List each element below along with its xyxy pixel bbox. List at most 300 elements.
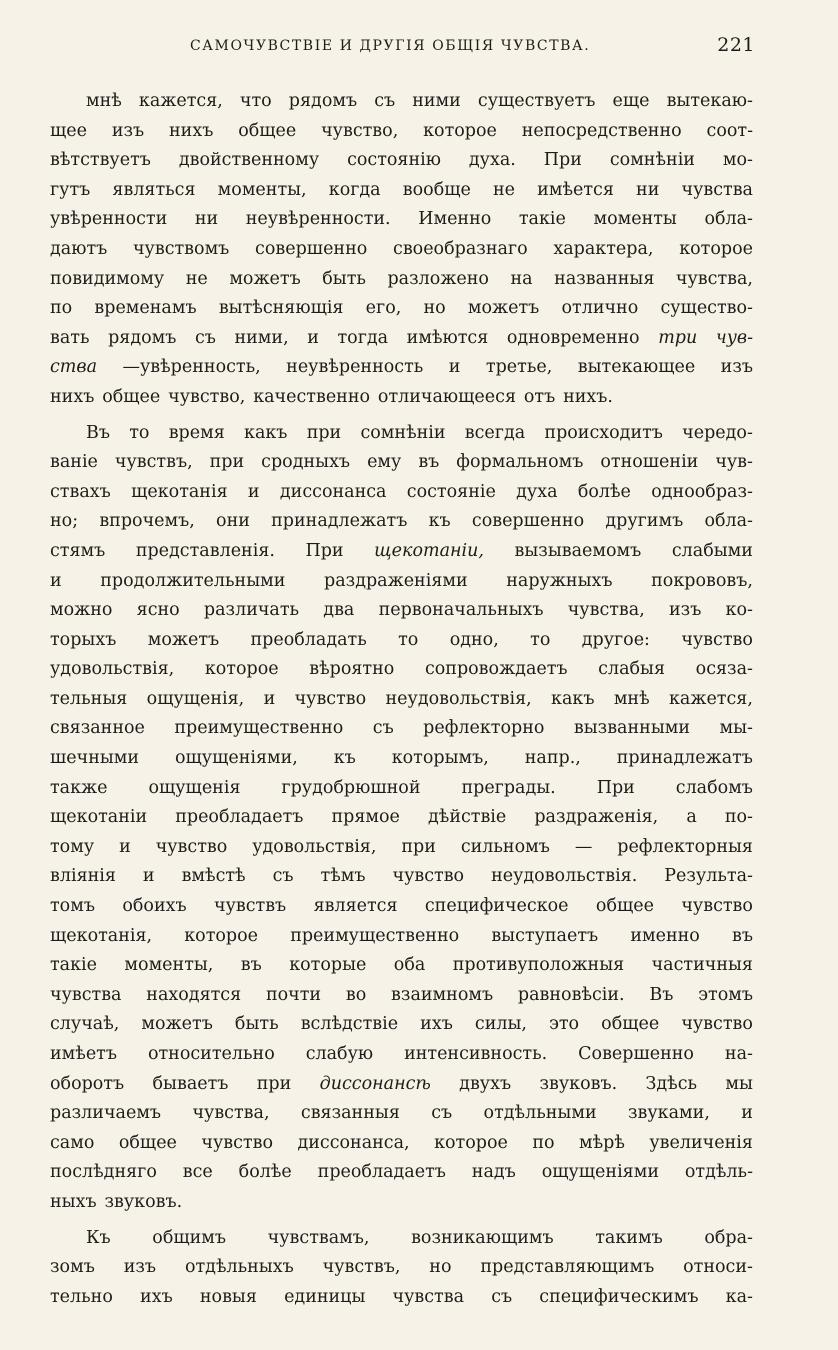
text-line <box>50 744 753 774</box>
word: и <box>448 357 461 378</box>
word: чувствамъ, <box>267 1227 370 1248</box>
word: сопровождаетъ <box>424 659 568 680</box>
text-line <box>50 419 753 449</box>
word: чувство <box>392 866 465 887</box>
text-line <box>50 1010 753 1040</box>
word: чувствъ, <box>322 1257 401 1278</box>
word: чувствъ, <box>114 452 193 473</box>
word: отдѣльныхъ <box>184 1257 294 1278</box>
word: неувѣренность <box>286 357 424 378</box>
word: болѣе <box>577 481 631 502</box>
word: бываетъ <box>152 1073 229 1094</box>
word: по- <box>724 807 753 828</box>
word: моменты <box>593 209 677 230</box>
word: можетъ <box>229 268 301 289</box>
word: но <box>429 1257 452 1278</box>
word: не <box>185 268 208 289</box>
word: которое <box>184 925 259 946</box>
word: а <box>686 807 697 828</box>
text-line <box>50 655 753 685</box>
word: преобладаетъ <box>175 807 304 828</box>
word: увеличенія <box>649 1132 753 1153</box>
word: чувство <box>201 1132 273 1153</box>
word: чувство <box>155 836 228 857</box>
word: по <box>532 1132 555 1153</box>
word: первоначальныхъ <box>378 600 544 621</box>
word: кажется, <box>138 91 223 111</box>
word: время <box>168 422 225 443</box>
word: вѣтствуетъ <box>50 150 151 171</box>
word: ни <box>194 209 219 230</box>
word: чувство, <box>168 386 246 407</box>
word: къ <box>333 748 356 769</box>
word: продолжительными <box>100 570 286 591</box>
word: щее <box>50 120 87 141</box>
word: вмѣстѣ <box>181 866 246 887</box>
word: щекотанія, <box>50 925 153 946</box>
word: чувствомъ <box>132 238 230 259</box>
word: съ <box>374 91 396 111</box>
word: При <box>543 150 582 171</box>
running-head <box>50 34 755 58</box>
word: временамъ <box>94 298 197 319</box>
word: относительно <box>147 1044 275 1064</box>
text-line <box>50 774 753 804</box>
word: тельныя <box>50 688 128 709</box>
word: торыхъ <box>50 629 117 650</box>
word: при <box>401 836 436 857</box>
word: звуковъ. <box>104 1191 183 1212</box>
word: надъ <box>471 1162 516 1183</box>
word: мнѣ <box>86 91 122 111</box>
word: при <box>209 452 245 473</box>
word: но; <box>50 511 79 532</box>
word: выступаетъ <box>491 925 599 946</box>
word: обра- <box>704 1227 753 1248</box>
word: и <box>50 570 62 591</box>
word: мы- <box>719 718 753 739</box>
word: связанныя <box>300 1103 400 1124</box>
word: нихъ <box>50 386 95 407</box>
word: само <box>50 1132 95 1153</box>
word: связанное <box>50 718 145 739</box>
text-line <box>50 448 753 478</box>
word: соот- <box>706 120 753 141</box>
word: чувства <box>50 984 122 1005</box>
word: быть <box>322 268 366 289</box>
word: чувство <box>681 1014 753 1035</box>
word: изъ <box>668 600 702 621</box>
word: зомъ <box>50 1257 95 1278</box>
word: но <box>423 298 446 319</box>
text-line <box>50 265 753 295</box>
word: третье, <box>485 357 553 378</box>
word: съ <box>372 718 394 739</box>
word: они <box>216 511 250 532</box>
word: вѣроятно <box>309 659 395 680</box>
word: неудовольствія, <box>385 688 532 709</box>
word: имѣетъ <box>50 1044 118 1064</box>
word: общее <box>601 1014 660 1035</box>
text-line <box>50 714 753 744</box>
word: непосредственно <box>521 120 682 141</box>
word: и <box>307 327 319 348</box>
word: характера, <box>553 238 654 259</box>
word: и <box>741 1103 753 1124</box>
text-line <box>50 1188 753 1218</box>
word: возникающимъ <box>411 1227 554 1248</box>
page-number: 221 <box>717 34 755 56</box>
text-line <box>50 537 753 567</box>
word: этомъ <box>698 984 753 1005</box>
word: повидимому <box>50 268 165 289</box>
word: наружныхъ <box>506 570 613 591</box>
word: изъ <box>720 357 753 378</box>
word: которое <box>679 238 753 259</box>
text-line <box>50 1070 753 1100</box>
word: кажется, <box>668 688 753 709</box>
word: можетъ <box>141 1014 213 1035</box>
word: Именно <box>418 209 492 230</box>
word: обла- <box>704 209 753 230</box>
word: чувство <box>681 896 753 917</box>
word: общее <box>595 896 654 917</box>
word: чувства, <box>675 268 753 289</box>
word: состоянію <box>347 150 441 171</box>
word: вызываемомъ <box>514 540 642 561</box>
word: покрововъ, <box>651 570 753 591</box>
word: ни <box>636 179 660 200</box>
text-line <box>50 117 753 147</box>
word: другимъ <box>605 511 684 532</box>
word: ощущенія <box>148 777 241 798</box>
word: рядомъ <box>108 327 177 348</box>
word: ка- <box>725 1286 753 1307</box>
word: при <box>306 422 342 443</box>
word: ствахъ <box>50 481 111 502</box>
word: еще <box>612 91 650 111</box>
word: ихъ <box>420 1014 453 1035</box>
text-line <box>50 1283 753 1313</box>
word: на- <box>724 1044 753 1064</box>
word: различать <box>203 600 300 621</box>
word: вытекающее <box>577 357 696 378</box>
word: противуположныя <box>452 955 625 976</box>
word: имѣются <box>406 327 489 348</box>
word: напр., <box>524 748 581 769</box>
word: можетъ <box>147 629 220 650</box>
word: щекотаніи <box>50 807 148 828</box>
word: является <box>313 896 398 917</box>
word: тѣмъ <box>320 866 366 887</box>
word: Здѣсь <box>645 1073 698 1094</box>
word: во <box>345 984 367 1005</box>
word: диссонанса, <box>297 1132 410 1153</box>
word: слабыя <box>598 659 666 680</box>
word: принадлежатъ <box>271 511 408 532</box>
text-line <box>50 235 753 265</box>
word: двухъ <box>459 1073 512 1094</box>
text-line <box>50 176 753 206</box>
word: раздраженіями <box>324 570 468 591</box>
word: диссонанса <box>279 481 387 502</box>
word: вообще <box>402 179 471 200</box>
word: ныхъ <box>50 1191 97 1212</box>
word: рядомъ <box>288 91 358 111</box>
word: то <box>398 629 419 650</box>
word: случаѣ, <box>50 1014 120 1035</box>
word: отношеніи <box>600 452 699 473</box>
word: впрочемъ, <box>99 511 195 532</box>
word: одно, <box>449 629 499 650</box>
word: силы, <box>474 1014 527 1035</box>
word: чувства, <box>567 600 645 621</box>
word: чувства <box>681 179 753 200</box>
word: специфическимъ <box>539 1286 699 1307</box>
word: слабую <box>305 1044 374 1064</box>
word: которое <box>204 659 279 680</box>
word: являться <box>112 179 196 200</box>
running-title: САМОЧУВСТВІЕ И ДРУГІЯ ОБЩІЯ ЧУВСТВА. <box>190 38 591 54</box>
word: томъ <box>50 896 95 917</box>
word: разложено <box>387 268 489 289</box>
text-line <box>50 205 753 235</box>
text-line <box>50 1253 753 1283</box>
word: преобладаетъ <box>317 1162 446 1183</box>
text-line <box>50 1158 753 1188</box>
word: находятся <box>146 984 242 1005</box>
word: послѣдняго <box>50 1162 157 1183</box>
word: и <box>119 836 131 857</box>
word: съ <box>194 327 216 348</box>
text-line <box>50 87 753 117</box>
word: ихъ <box>140 1286 173 1307</box>
italic-word: щекотаніи, <box>374 540 484 561</box>
word: мы <box>725 1073 753 1094</box>
word: изъ <box>123 1257 157 1278</box>
word: быть <box>234 1014 279 1035</box>
word: сродныхъ <box>261 452 351 473</box>
text-line <box>50 833 753 863</box>
word: можно <box>50 600 113 621</box>
word: чередо- <box>682 422 753 443</box>
word: — <box>574 836 593 857</box>
word: единицы <box>284 1286 366 1307</box>
word: сильномъ <box>460 836 550 857</box>
text-line <box>50 981 753 1011</box>
word: общее <box>238 120 297 141</box>
word: звуковъ. <box>539 1073 618 1094</box>
word: общее <box>102 386 161 407</box>
text-line <box>50 626 753 656</box>
word: мнѣ <box>613 688 650 709</box>
word: своеобразнаго <box>393 238 528 259</box>
word: ему <box>367 452 402 473</box>
text-line <box>50 383 753 413</box>
word: въ <box>418 452 440 473</box>
word: слабыми <box>671 540 753 561</box>
text-line <box>50 353 753 383</box>
word: звуками, <box>627 1103 710 1124</box>
word: слабомъ <box>675 777 753 798</box>
word: ощущеніями, <box>174 748 298 769</box>
text-line <box>50 685 753 715</box>
italic-word: чув- <box>715 327 753 348</box>
word: духа. <box>468 150 516 171</box>
word: рефлекторныя <box>617 836 753 857</box>
word: вслѣдствіе <box>300 1014 399 1035</box>
word: и <box>142 866 155 887</box>
word: тельно <box>50 1286 113 1307</box>
word: состояніе <box>406 481 496 502</box>
word: равновѣсіи. <box>517 984 625 1005</box>
word: такіе <box>518 209 566 230</box>
word: которое <box>434 1132 508 1153</box>
word: которымъ, <box>391 748 489 769</box>
word: обла- <box>704 511 753 532</box>
word: его, <box>365 298 402 319</box>
word: преграды. <box>461 777 556 798</box>
word: интенсивность. <box>404 1044 548 1064</box>
word: моменты, <box>124 955 214 976</box>
word: одновременно <box>506 327 640 348</box>
word: по <box>50 298 73 319</box>
text-line <box>50 1224 753 1254</box>
text-line <box>50 596 753 626</box>
word: совершенно <box>255 238 368 259</box>
word: шечными <box>50 748 140 769</box>
word: ними <box>412 91 461 111</box>
word: въ <box>240 955 262 976</box>
word: съ <box>491 1286 513 1307</box>
word: преобладать <box>250 629 367 650</box>
word: всегда <box>464 422 526 443</box>
word: и <box>247 481 260 502</box>
word: также <box>50 777 108 798</box>
word: ощущеніями <box>541 1162 659 1183</box>
word: нихъ <box>169 120 214 141</box>
word: —увѣренность, <box>122 357 261 378</box>
word: принадлежатъ <box>616 748 753 769</box>
word: рефлекторно <box>423 718 545 739</box>
text-line <box>50 294 753 324</box>
word: Къ <box>86 1227 111 1248</box>
text-line <box>50 803 753 833</box>
word: съ <box>272 866 294 887</box>
word: имѣется <box>537 179 614 200</box>
text-line <box>50 146 753 176</box>
word: удовольствія, <box>252 836 377 857</box>
word: сомнѣніи <box>609 150 695 171</box>
word: которые <box>289 955 367 976</box>
word: названныя <box>554 268 655 289</box>
word: увѣренности <box>50 209 168 230</box>
word: прямое <box>331 807 400 828</box>
word: можетъ <box>467 298 540 319</box>
word: гутъ <box>50 179 91 200</box>
word: отдѣльными <box>483 1103 597 1124</box>
word: вытѣсняющія <box>218 298 344 319</box>
word: обоихъ <box>122 896 187 917</box>
word: чувство <box>294 688 367 709</box>
word: относи- <box>683 1257 753 1278</box>
word: которое <box>423 120 497 141</box>
word: совершенно <box>471 511 585 532</box>
word: удовольствія, <box>50 659 175 680</box>
italic-word: диссонансѣ <box>319 1073 431 1094</box>
italic-word: ства <box>50 357 98 378</box>
word: ко- <box>725 600 753 621</box>
word: ними, <box>234 327 289 348</box>
word: преимущественно <box>290 925 460 946</box>
word: духа <box>516 481 558 502</box>
word: формальномъ <box>456 452 584 473</box>
text-line <box>50 507 753 537</box>
word: общее <box>118 1132 177 1153</box>
word: представляющимъ <box>480 1257 655 1278</box>
word: ваніе <box>50 452 98 473</box>
word: осяза- <box>695 659 753 680</box>
word: чувства, <box>192 1103 270 1124</box>
word: качественно <box>253 386 371 407</box>
text-line <box>50 892 753 922</box>
word: когда <box>328 179 381 200</box>
word: общимъ <box>152 1227 227 1248</box>
word: оба <box>393 955 426 976</box>
word: стямъ <box>50 540 106 561</box>
word: неудовольствія. <box>491 866 638 887</box>
word: чувство <box>681 629 753 650</box>
word: то <box>530 629 551 650</box>
word: вызванными <box>573 718 691 739</box>
paragraph <box>50 419 753 1218</box>
word: оборотъ <box>50 1073 125 1094</box>
word: происходитъ <box>544 422 663 443</box>
word: то <box>129 422 150 443</box>
word: ощущенія, <box>146 688 245 709</box>
word: грудобрюшной <box>281 777 421 798</box>
word: это <box>549 1014 580 1035</box>
word: существуетъ <box>477 91 596 111</box>
word: вать <box>50 327 90 348</box>
word: Въ <box>86 422 110 443</box>
word: при <box>256 1073 292 1094</box>
word: отъ <box>523 386 556 407</box>
body-text <box>50 87 753 1312</box>
word: мѣрѣ <box>579 1132 625 1153</box>
text-line <box>50 1129 753 1159</box>
text-line <box>50 1099 753 1129</box>
word: моменты, <box>217 179 307 200</box>
text-line <box>50 862 753 892</box>
word: тому <box>50 836 95 857</box>
word: сомнѣніи <box>360 422 446 443</box>
word: два <box>323 600 355 621</box>
word: что <box>239 91 272 111</box>
word: дѣйствіе <box>427 807 507 828</box>
word: не <box>493 179 516 200</box>
word: взаимномъ <box>391 984 494 1005</box>
word: въ <box>731 925 753 946</box>
word: щекотанія <box>131 481 228 502</box>
word: однообраз- <box>651 481 753 502</box>
word: различаемъ <box>50 1103 162 1124</box>
word: При <box>596 777 635 798</box>
word: именно <box>630 925 700 946</box>
word: къ <box>428 511 451 532</box>
word: преимущественно <box>174 718 344 739</box>
word: и <box>263 688 276 709</box>
